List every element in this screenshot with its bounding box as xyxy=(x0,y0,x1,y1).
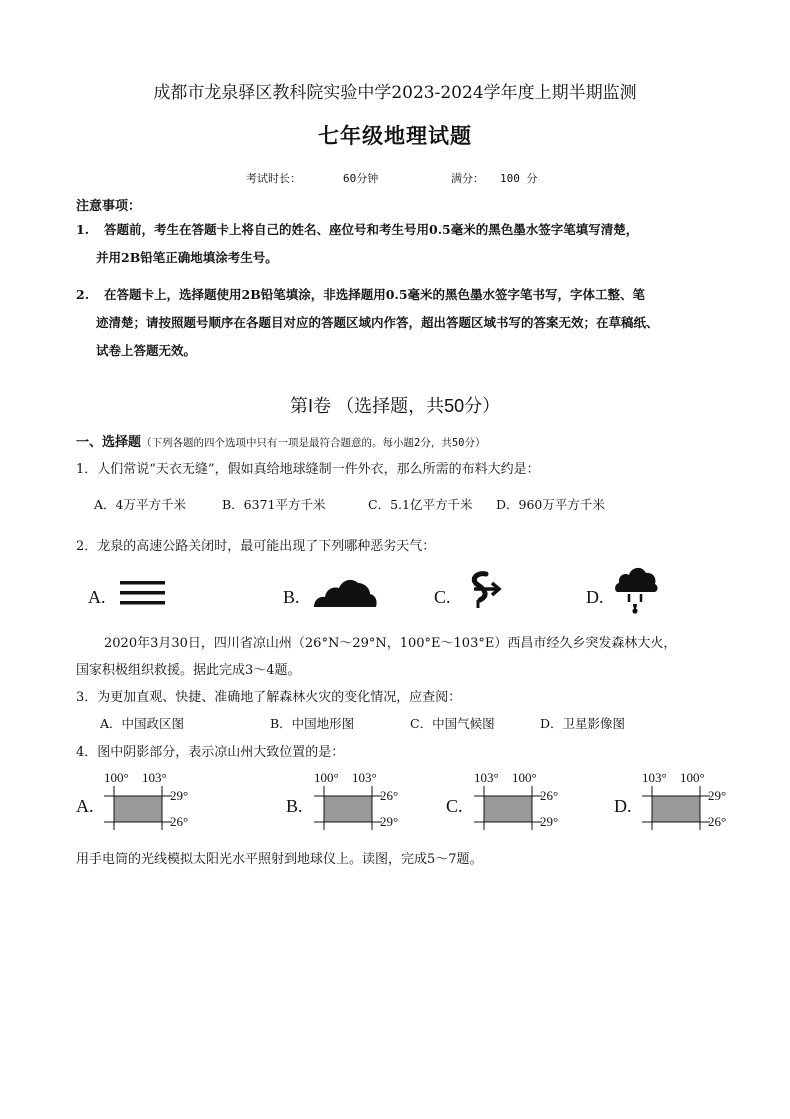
q4-right-longitude-label: 100° xyxy=(680,770,705,785)
q4-coordinate-grid xyxy=(104,784,174,832)
q4-left-longitude-label: 100° xyxy=(314,770,339,785)
time-label: 考试时长： xyxy=(246,172,301,185)
q4-bottom-latitude-label: 29° xyxy=(540,814,559,829)
section-label: 一、选择题 xyxy=(76,435,142,450)
q4-map-option xyxy=(446,770,606,834)
notice-text: 答题前，考生在答题卡上将自己的姓名、座位号和考生号用0.5毫米的黑色墨水签字笔填写清楚， xyxy=(104,222,639,237)
q3-stem: 3．为更加直观、快捷、准确地了解森林火灾的变化情况，应查阅： xyxy=(76,690,462,705)
q4-right-longitude-label: 103° xyxy=(142,770,167,785)
overcast-cloud-icon xyxy=(312,574,378,610)
q4-left-longitude-label: 103° xyxy=(474,770,499,785)
fog-icon xyxy=(120,580,166,608)
q3-option-c: C．中国气候图 xyxy=(410,716,495,731)
notice-text: 并用2B铅笔正确地填涂考生号。 xyxy=(96,250,278,265)
q1-option-a: A．4万平方千米 xyxy=(94,497,186,512)
q2-option-a-letter: A. xyxy=(88,587,106,607)
q4-coordinate-grid xyxy=(314,784,384,832)
q4-coordinate-grid xyxy=(474,784,544,832)
q2-option-b-letter: B. xyxy=(283,587,300,607)
notice-item-2 xyxy=(76,281,726,365)
q4-top-latitude-label: 29° xyxy=(170,788,189,803)
q4-bottom-latitude-label: 26° xyxy=(708,814,727,829)
shaded-region xyxy=(484,796,532,822)
hail-icon xyxy=(614,562,658,614)
q4-option-letter: D. xyxy=(614,796,632,816)
q1-stem: 1．人们常说“天衣无缝”，假如真给地球缝制一件外衣，那么所需的布料大约是： xyxy=(76,462,540,477)
q4-map-option xyxy=(614,770,774,834)
notice-text: 试卷上答题无效。 xyxy=(96,343,197,358)
q4-left-longitude-label: 103° xyxy=(642,770,667,785)
shaded-region xyxy=(324,796,372,822)
q4-option-letter: C. xyxy=(446,796,463,816)
notice-text: 在答题卡上，选择题使用2B铅笔填涂，非选择题用0.5毫米的黑色墨水签字笔书写，字体工整、笔 xyxy=(104,287,646,302)
context-line-1: 2020年3月30日，四川省凉山州（26°N～29°N，100°E～103°E）西昌市经久乡突发森林大火， xyxy=(104,636,677,651)
q4-left-longitude-label: 100° xyxy=(104,770,129,785)
notice-heading: 注意事项： xyxy=(76,199,142,214)
q4-top-latitude-label: 26° xyxy=(380,788,399,803)
shaded-region xyxy=(114,796,162,822)
q4-option-letter: A. xyxy=(76,796,94,816)
q4-bottom-latitude-label: 26° xyxy=(170,814,189,829)
section-heading xyxy=(76,431,485,450)
sandstorm-icon xyxy=(464,570,504,612)
q4-right-longitude-label: 100° xyxy=(512,770,537,785)
score-label: 满分： xyxy=(451,172,484,185)
time-value: 60分钟 xyxy=(343,172,379,185)
notice-num: 1. xyxy=(76,222,90,237)
q4-coordinate-grid xyxy=(642,784,712,832)
q4-top-latitude-label: 29° xyxy=(708,788,727,803)
shaded-region xyxy=(652,796,700,822)
q3-option-a: A．中国政区图 xyxy=(100,716,185,731)
q4-map-option xyxy=(76,770,236,834)
q4-top-latitude-label: 26° xyxy=(540,788,559,803)
q2-stem: 2．龙泉的高速公路关闭时，最可能出现了下列哪种恶劣天气： xyxy=(76,539,436,554)
q1-option-c: C．5.1亿平方千米 xyxy=(368,497,473,512)
q3-option-b: B．中国地形图 xyxy=(270,716,355,731)
section-hint: （下列各题的四个选项中只有一项是最符合题意的。每小题2分，共50分） xyxy=(141,437,486,449)
notice-num: 2. xyxy=(76,287,90,302)
q3-option-d: D．卫星影像图 xyxy=(540,716,626,731)
q2-option-c-letter: C. xyxy=(434,587,451,607)
context-line-2: 国家积极组织救援。据此完成3～4题。 xyxy=(76,663,301,678)
exam-title: 七年级地理试题 xyxy=(318,123,472,148)
q5-7-intro: 用手电筒的光线模拟太阳光水平照射到地球仪上。读图，完成5～7题。 xyxy=(76,852,483,867)
q4-stem: 4．图中阴影部分，表示凉山州大致位置的是： xyxy=(76,745,345,760)
q2-option-d-letter: D. xyxy=(586,587,604,607)
q4-map-option xyxy=(286,770,446,834)
score-value: 100 分 xyxy=(500,172,538,185)
q1-option-d: D．960万平方千米 xyxy=(496,497,605,512)
q4-right-longitude-label: 103° xyxy=(352,770,377,785)
school-title: 成都市龙泉驿区教科院实验中学2023-2024学年度上期半期监测 xyxy=(153,83,637,103)
q4-bottom-latitude-label: 29° xyxy=(380,814,399,829)
q1-option-b: B．6371平方千米 xyxy=(222,497,326,512)
notice-text: 迹清楚；请按照题号顺序在各题目对应的答题区域内作答，超出答题区域书写的答案无效；在草稿纸、 xyxy=(96,315,659,330)
part-title: 第Ⅰ卷 （选择题，共50分） xyxy=(289,396,501,416)
q4-option-letter: B. xyxy=(286,796,303,816)
notice-item-1 xyxy=(76,216,726,272)
